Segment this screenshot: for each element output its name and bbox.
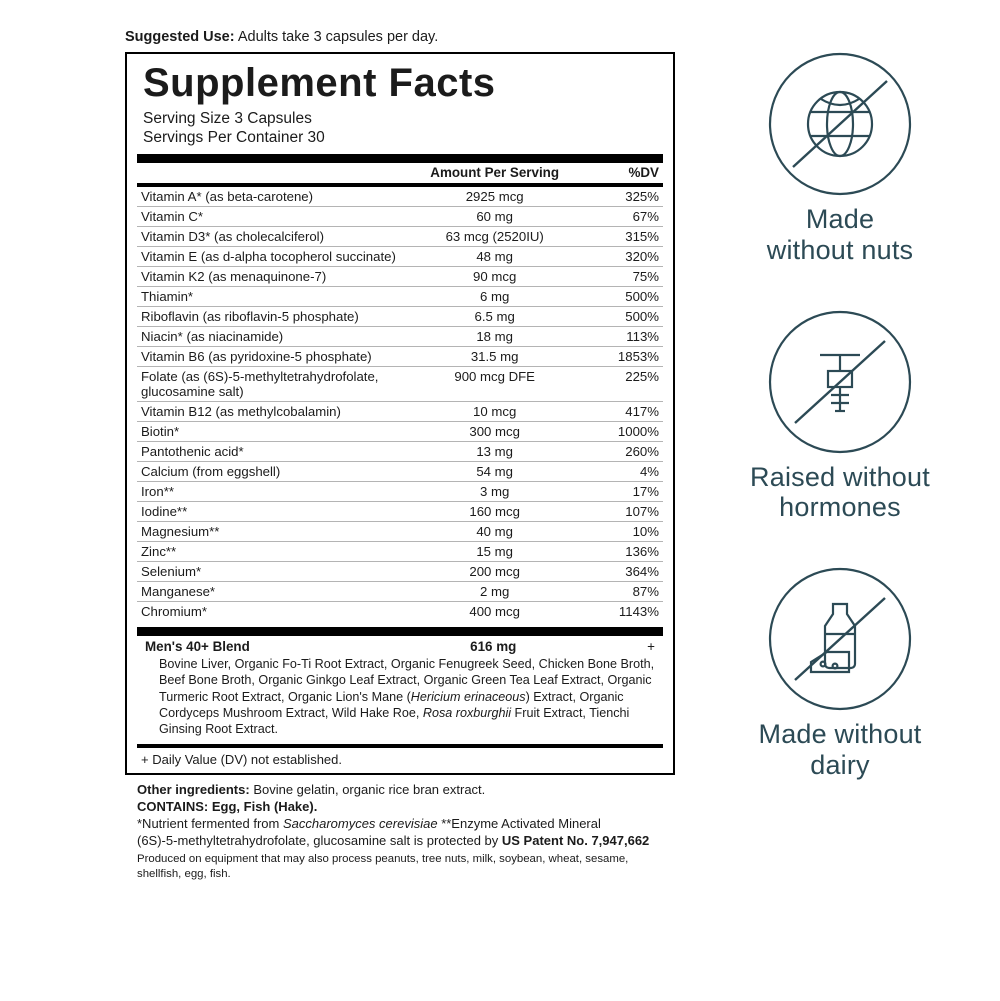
table-row (137, 306, 663, 326)
blend-amount: 616 mg (470, 638, 517, 654)
blend-header-row (137, 636, 663, 655)
nutrient-amount: 2925 mcg (465, 188, 524, 204)
serving-size: Serving Size 3 Capsules (143, 110, 312, 128)
nutrient-dv: 17% (579, 481, 663, 501)
badge-raised-without-hormones (690, 302, 990, 524)
blend-ingredients (137, 655, 663, 744)
nutrient-name: Iodine** (137, 501, 411, 521)
globe-nut-crossed-icon (765, 49, 915, 199)
nutrient-dv: 364% (579, 561, 663, 581)
nutrient-name: Chromium* (137, 601, 411, 621)
table-row (137, 501, 663, 521)
contains-line: CONTAINS: Egg, Fish (Hake). (137, 798, 318, 814)
blend-ing-mid: ) Extract, Organic Cordyceps Mushroom Extract, Wild Hake Roe, (159, 689, 624, 721)
nutrient-name: Folate (as (6S)-5-methyltetrahydrofolate, glucosamine salt) (137, 366, 411, 401)
nutrient-name: Vitamin A* (as beta-carotene) (141, 188, 314, 204)
table-row (137, 266, 663, 286)
patent-number: US Patent No. 7,947,662 (501, 833, 650, 849)
hormone-syringe-crossed-icon (765, 307, 915, 457)
table-row (137, 581, 663, 601)
table-row (137, 601, 663, 621)
nutrient-amount: 31.5 mg (411, 346, 579, 366)
nutrient-amount: 54 mg (411, 461, 579, 481)
blend-ing-italic-2: Rosa roxburghii (422, 706, 512, 721)
divider-thick-blend (137, 627, 663, 636)
table-row (137, 326, 663, 346)
nutrient-dv: 107% (579, 501, 663, 521)
facts-box (125, 52, 675, 775)
nutrient-name: Riboflavin (as riboflavin-5 phosphate) (137, 306, 411, 326)
nutrient-name: Vitamin D3* (as cholecalciferol) (137, 226, 411, 246)
nutrient-name: Calcium (from eggshell) (137, 461, 411, 481)
nutrient-source-italic: Saccharomyces cerevisiae (282, 816, 438, 832)
footnotes (125, 781, 675, 850)
nutrient-dv: 75% (579, 266, 663, 286)
patent-pre: (6S)-5-methyltetrahydrofolate, glucosamine salt is protected by (137, 833, 502, 849)
nutrient-amount: 48 mg (411, 246, 579, 266)
nutrient-amount: 90 mcg (411, 266, 579, 286)
nutrient-amount: 6.5 mg (411, 306, 579, 326)
table-row (137, 187, 663, 207)
nutrient-amount: 63 mcg (2520IU) (411, 226, 579, 246)
nutrient-amount: 13 mg (411, 441, 579, 461)
nutrient-name: Biotin* (137, 421, 411, 441)
panel-title: Supplement Facts (143, 61, 496, 106)
badge-caption-line1: Raised without (750, 461, 930, 492)
badge-caption-line2: hormones (779, 492, 901, 523)
badge-made-without-nuts (690, 44, 990, 266)
nutrient-dv: 87% (579, 581, 663, 601)
table-row (137, 561, 663, 581)
nutrient-amount: 60 mg (411, 206, 579, 226)
other-ingredients-line (137, 781, 675, 798)
badge-made-without-dairy (690, 559, 990, 781)
nutrient-dv: 500% (579, 306, 663, 326)
nutrient-amount: 2 mg (411, 581, 579, 601)
nutrient-dv: 136% (579, 541, 663, 561)
suggested-use-text: Adults take 3 capsules per day. (237, 29, 439, 45)
nutrient-dv: 417% (579, 401, 663, 421)
blend-ing-italic-1: Hericium erinaceous (410, 689, 526, 704)
nutrient-dv: 325% (625, 188, 659, 204)
nutrient-source-post: **Enzyme Activated Mineral (437, 816, 601, 832)
nutrient-dv: 1853% (579, 346, 663, 366)
table-row (137, 421, 663, 441)
blend-ing-pre: Bovine Liver, Organic Fo-Ti Root Extract, Organic Fenugreek Seed, Chicken Bone Broth, Beef Bone Broth, Organic Ginkgo Leaf Extract, Organic Green Tea Leaf Extract, Organic Turmeric Root Extract, Organic Lion's Mane ( (159, 656, 655, 704)
table-row (137, 401, 663, 421)
patent-line (137, 832, 675, 849)
nutrient-source-line (137, 815, 675, 832)
nutrient-amount: 200 mcg (411, 561, 579, 581)
nutrient-dv: 10% (579, 521, 663, 541)
milk-bottle-cheese-crossed-icon (765, 564, 915, 714)
nutrient-dv: 225% (579, 366, 663, 401)
nutrient-name: Vitamin E (as d-alpha tocopherol succinate) (137, 246, 411, 266)
nutrient-dv: 113% (579, 326, 663, 346)
badge-caption (690, 462, 990, 524)
nutrient-rows (137, 187, 663, 621)
nutrient-table (137, 163, 663, 183)
table-row (137, 206, 663, 226)
divider-thick-top (137, 154, 663, 163)
badge-caption-line2: without nuts (766, 234, 914, 265)
table-row (137, 226, 663, 246)
supplement-facts-panel (125, 28, 675, 882)
nutrient-amount: 3 mg (411, 481, 579, 501)
servings-per-container: Servings Per Container 30 (143, 129, 325, 147)
header-blank (137, 163, 411, 183)
nutrient-amount: 300 mcg (411, 421, 579, 441)
nutrient-name: Vitamin B6 (as pyridoxine-5 phosphate) (137, 346, 411, 366)
nutrient-amount: 400 mcg (411, 601, 579, 621)
allergen-statement: Produced on equipment that may also process peanuts, tree nuts, milk, soybean, wheat, sesame, shellfish, egg, fish. (137, 853, 629, 881)
nutrient-dv: 315% (579, 226, 663, 246)
nutrient-dv: 500% (579, 286, 663, 306)
nutrient-name: Magnesium** (137, 521, 411, 541)
nutrient-name: Vitamin K2 (as menaquinone-7) (137, 266, 411, 286)
badge-caption (690, 719, 990, 781)
nutrient-name: Vitamin B12 (as methylcobalamin) (137, 401, 411, 421)
nutrient-name: Manganese* (137, 581, 411, 601)
table-row (137, 481, 663, 501)
badge-column (690, 40, 990, 789)
nutrient-amount: 10 mcg (411, 401, 579, 421)
blend-dv: + (647, 638, 655, 654)
table-header-row (137, 163, 663, 183)
nutrient-name: Niacin* (as niacinamide) (137, 326, 411, 346)
nutrient-dv: 4% (579, 461, 663, 481)
nutrient-dv: 1143% (579, 601, 663, 621)
other-ingredients-label: Other ingredients: (137, 781, 250, 797)
nutrient-name: Vitamin C* (137, 206, 411, 226)
nutrient-dv: 320% (579, 246, 663, 266)
nutrient-name: Pantothenic acid* (137, 441, 411, 461)
other-ingredients-text: Bovine gelatin, organic rice bran extract. (253, 781, 486, 797)
badge-caption-line2: dairy (810, 749, 870, 780)
nutrient-amount: 160 mcg (411, 501, 579, 521)
nutrient-name: Thiamin* (137, 286, 411, 306)
suggested-use-label: Suggested Use: (125, 29, 235, 45)
badge-caption (690, 204, 990, 266)
nutrient-amount: 40 mg (411, 521, 579, 541)
table-row (137, 441, 663, 461)
table-row (137, 461, 663, 481)
nutrient-dv: 1000% (579, 421, 663, 441)
suggested-use (125, 28, 675, 46)
blend-name: Men's 40+ Blend (145, 638, 250, 654)
badge-caption-line1: Made (805, 204, 875, 234)
nutrient-source-pre: *Nutrient fermented from (137, 816, 283, 832)
nutrient-name: Selenium* (137, 561, 411, 581)
badge-caption-line1: Made without (758, 719, 922, 750)
nutrient-amount: 15 mg (411, 541, 579, 561)
table-row (137, 366, 663, 401)
nutrient-amount: 6 mg (411, 286, 579, 306)
daily-value-note: + Daily Value (DV) not established. (141, 751, 342, 767)
nutrient-dv: 260% (579, 441, 663, 461)
nutrient-amount: 900 mcg DFE (411, 366, 579, 401)
nutrient-name: Zinc** (137, 541, 411, 561)
blend-ing-post: Fruit Extract, Tienchi Ginsing Root Extract. (159, 706, 630, 737)
table-row (137, 521, 663, 541)
table-row (137, 346, 663, 366)
nutrient-name: Iron** (137, 481, 411, 501)
nutrient-dv: 67% (579, 206, 663, 226)
header-amount: Amount Per Serving (430, 164, 560, 180)
table-row (137, 541, 663, 561)
header-dv: %DV (628, 164, 659, 180)
nutrient-amount: 18 mg (411, 326, 579, 346)
table-row (137, 246, 663, 266)
table-row (137, 286, 663, 306)
